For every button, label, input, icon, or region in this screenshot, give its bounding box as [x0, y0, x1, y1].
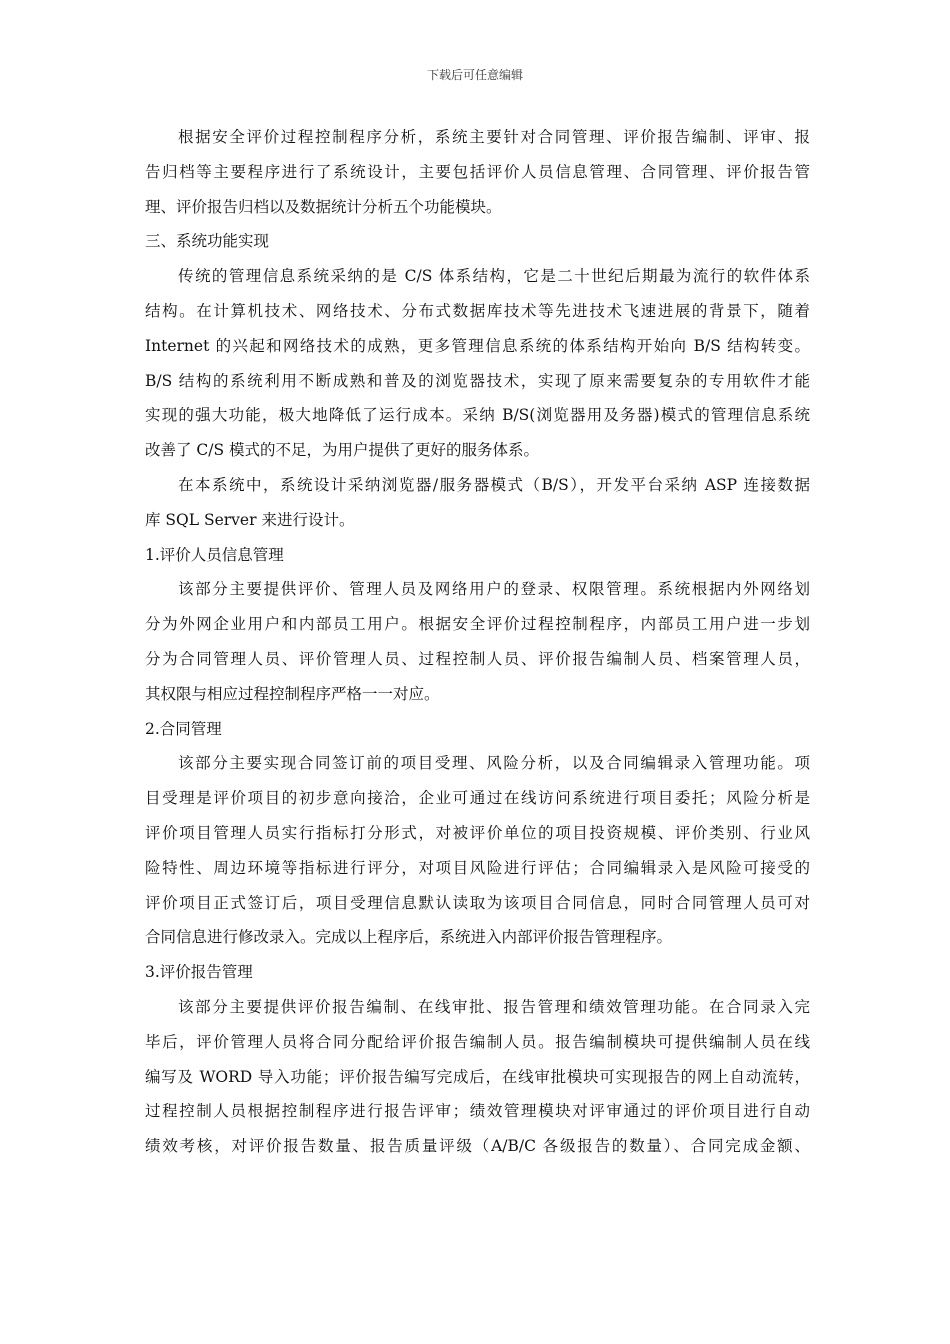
text-line: 库 SQL Server 来进行设计。	[145, 510, 355, 529]
section-heading: 2.合同管理	[145, 719, 222, 738]
text-line: 理、评价报告归档以及数据统计分析五个功能模块。	[145, 197, 502, 216]
text-line: 评价项目管理人员实行指标打分形式，对被评价单位的项目投资规模、评价类别、行业风	[145, 823, 810, 842]
text-line: 该部分主要提供评价、管理人员及网络用户的登录、权限管理。系统根据内外网络划	[178, 580, 810, 599]
text-line: 该部分主要提供评价报告编制、在线审批、报告管理和绩效管理功能。在合同录入完	[178, 997, 810, 1016]
text-line: 险特性、周边环境等指标进行评分，对项目风险进行评估；合同编辑录入是风险可接受的	[145, 858, 810, 877]
text-line: 该部分主要实现合同签订前的项目受理、风险分析，以及合同编辑录入管理功能。项	[178, 754, 810, 773]
text-line: 根据安全评价过程控制程序分析，系统主要针对合同管理、评价报告编制、评审、报	[178, 128, 810, 146]
text-line: 合同信息进行修改录入。完成以上程序后，系统进入内部评价报告管理程序。	[145, 928, 673, 947]
text-line: 评价项目正式签订后，项目受理信息默认读取为该项目合同信息，同时合同管理人员可对	[145, 893, 810, 912]
text-line: 传统的管理信息系统采纳的是 C/S 体系结构，它是二十世纪后期最为流行的软件体系	[178, 267, 810, 286]
text-line: 告归档等主要程序进行了系统设计，主要包括评价人员信息管理、合同管理、评价报告管	[145, 162, 810, 181]
document-body	[145, 120, 810, 1164]
section-heading: 三、系统功能实现	[145, 232, 270, 251]
text-line: B/S 结构的系统利用不断成熟和普及的浏览器技术，实现了原来需要复杂的专用软件才能	[145, 371, 810, 390]
text-line: Internet 的兴起和网络技术的成熟，更多管理信息系统的体系结构开始向 B/S 结构转变。	[145, 336, 810, 355]
page-header: 下载后可任意编辑	[426, 68, 523, 82]
text-line: 分为外网企业用户和内部员工用户。根据安全评价过程控制程序，内部员工用户进一步划	[145, 615, 810, 634]
text-line: 过程控制人员根据控制程序进行报告评审；绩效管理模块对评审通过的评价项目进行自动	[145, 1102, 810, 1121]
text-line: 在本系统中，系统设计采纳浏览器/服务器模式（B/S），开发平台采纳 ASP 连接数据	[178, 475, 810, 494]
text-line: 绩效考核，对评价报告数量、报告质量评级（A/B/C 各级报告的数量）、合同完成金额、	[145, 1137, 810, 1156]
text-line: 结构。在计算机技术、网络技术、分布式数据库技术等先进技术飞速进展的背景下，随着	[145, 301, 810, 320]
text-line: 其权限与相应过程控制程序严格一一对应。	[145, 684, 440, 703]
text-line: 毕后，评价管理人员将合同分配给评价报告编制人员。报告编制模块可提供编制人员在线	[145, 1032, 810, 1051]
section-heading: 1.评价人员信息管理	[145, 545, 284, 564]
text-line: 目受理是评价项目的初步意向接洽，企业可通过在线访问系统进行项目委托；风险分析是	[145, 789, 810, 808]
section-heading: 3.评价报告管理	[145, 963, 253, 982]
text-line: 分为合同管理人员、评价管理人员、过程控制人员、评价报告编制人员、档案管理人员，	[145, 649, 810, 668]
text-line: 编写及 WORD 导入功能；评价报告编写完成后，在线审批模块可实现报告的网上自动流转，	[145, 1067, 810, 1086]
text-line: 改善了 C/S 模式的不足，为用户提供了更好的服务体系。	[145, 441, 540, 460]
text-line: 实现的强大功能，极大地降低了运行成本。采纳 B/S(浏览器用及务器)模式的管理信息系统	[145, 406, 810, 425]
